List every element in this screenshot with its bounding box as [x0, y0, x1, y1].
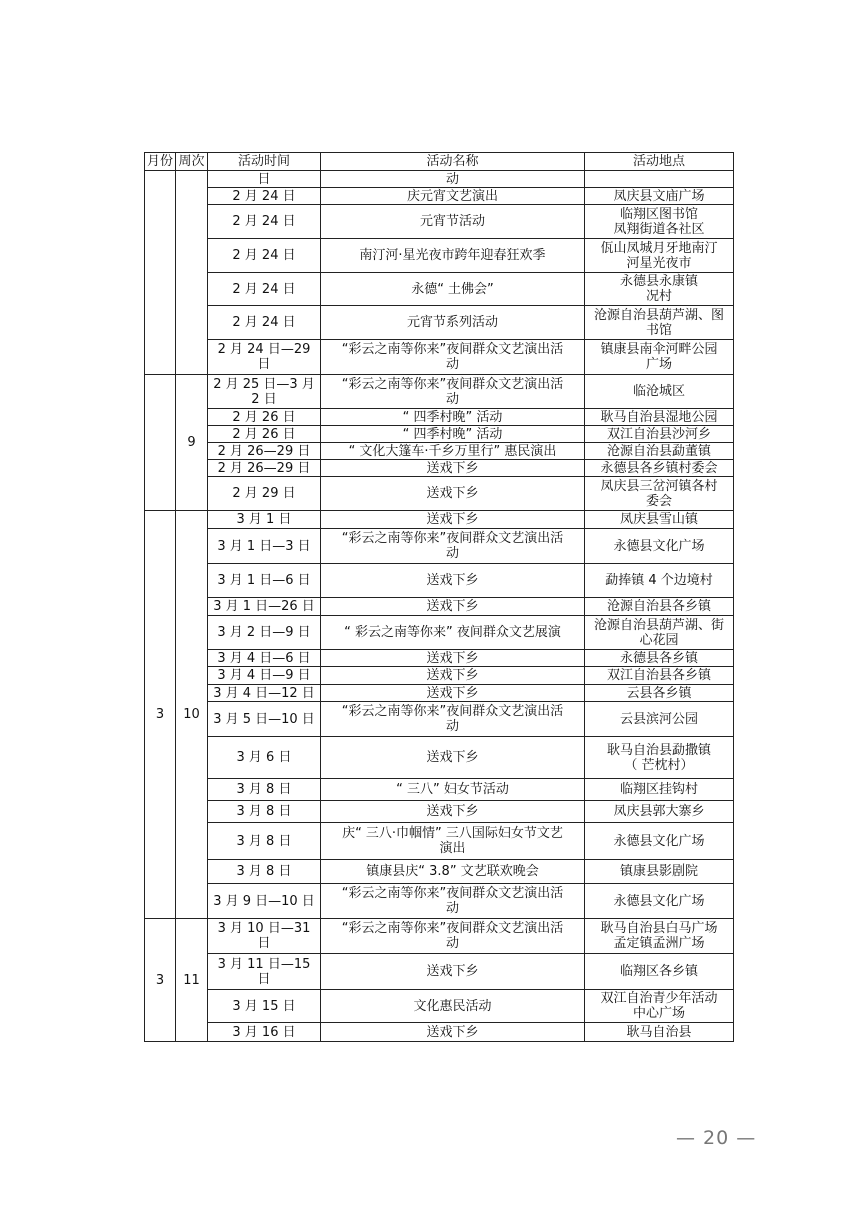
location-cell: 临翔区挂钩村 — [585, 779, 734, 801]
table-row — [145, 239, 734, 273]
location-cell: 云县各乡镇 — [585, 685, 734, 702]
time-cell: 3 月 6 日 — [208, 737, 321, 779]
time-cell: 3 月 11 日—15 日 — [208, 954, 321, 990]
time-cell: 3 月 9 日—10 日 — [208, 884, 321, 919]
table-row — [145, 667, 734, 685]
activity-name-cell: 送戏下乡 — [321, 1023, 585, 1042]
table-row — [145, 823, 734, 860]
location-cell: 沧源自治县葫芦湖、街 心花园 — [585, 616, 734, 650]
time-cell: 2 月 24 日 — [208, 273, 321, 306]
activity-name-cell: 送戏下乡 — [321, 685, 585, 702]
activity-name-cell: “ 文化大篷车·千乡万里行” 惠民演出 — [321, 443, 585, 460]
table-row — [145, 884, 734, 919]
time-cell: 3 月 1 日—3 日 — [208, 529, 321, 564]
location-cell: 凤庆县雪山镇 — [585, 511, 734, 529]
table-row — [145, 598, 734, 616]
location-cell: 耿马自治县勐撒镇 （ 芒枕村） — [585, 737, 734, 779]
month-cell: 3 — [145, 919, 176, 1042]
table-row — [145, 426, 734, 443]
table-row — [145, 205, 734, 239]
table-body — [145, 171, 734, 1042]
location-cell: 沧源自治县勐董镇 — [585, 443, 734, 460]
time-cell: 3 月 4 日—6 日 — [208, 650, 321, 667]
location-cell: 耿马自治县白马广场 孟定镇孟洲广场 — [585, 919, 734, 954]
table-row — [145, 702, 734, 737]
table-row — [145, 779, 734, 801]
location-cell: 临翔区图书馆 凤翔街道各社区 — [585, 205, 734, 239]
time-cell: 2 月 26 日 — [208, 426, 321, 443]
table-row — [145, 954, 734, 990]
time-cell: 2 月 24 日 — [208, 205, 321, 239]
activity-name-cell: 永德“ 土佛会” — [321, 273, 585, 306]
location-cell: 耿马自治县湿地公园 — [585, 409, 734, 426]
location-cell: 临沧城区 — [585, 375, 734, 409]
table-row — [145, 443, 734, 460]
header-week: 周次 — [176, 153, 208, 171]
time-cell: 2 月 25 日—3 月 2 日 — [208, 375, 321, 409]
location-cell: 临翔区各乡镇 — [585, 954, 734, 990]
table-row — [145, 1023, 734, 1042]
location-cell: 沧源自治县葫芦湖、图 书馆 — [585, 306, 734, 340]
time-cell: 3 月 8 日 — [208, 823, 321, 860]
activity-name-cell: “ 四季村晚” 活动 — [321, 426, 585, 443]
time-cell: 2 月 24 日 — [208, 239, 321, 273]
table-row — [145, 616, 734, 650]
activity-name-cell: 送戏下乡 — [321, 737, 585, 779]
table-row — [145, 511, 734, 529]
location-cell: 永德县文化广场 — [585, 529, 734, 564]
table-row — [145, 650, 734, 667]
location-cell: 永德县永康镇 况村 — [585, 273, 734, 306]
header-activity-name: 活动名称 — [321, 153, 585, 171]
table-row — [145, 171, 734, 188]
table-row — [145, 801, 734, 823]
table-row — [145, 564, 734, 598]
activity-name-cell: 送戏下乡 — [321, 460, 585, 477]
location-cell: 双江自治县沙河乡 — [585, 426, 734, 443]
activity-name-cell: 文化惠民活动 — [321, 990, 585, 1023]
activity-name-cell: “ 四季村晚” 活动 — [321, 409, 585, 426]
activity-name-cell: 庆元宵文艺演出 — [321, 188, 585, 205]
time-cell: 2 月 24 日 — [208, 188, 321, 205]
location-cell: 双江自治县各乡镇 — [585, 667, 734, 685]
activity-name-cell: 送戏下乡 — [321, 477, 585, 511]
table-header-row — [145, 153, 734, 171]
activity-name-cell: 元宵节系列活动 — [321, 306, 585, 340]
activity-name-cell: 庆“ 三八·巾帼情” 三八国际妇女节文艺 演出 — [321, 823, 585, 860]
time-cell: 3 月 5 日—10 日 — [208, 702, 321, 737]
location-cell: 永德县文化广场 — [585, 884, 734, 919]
time-cell: 3 月 10 日—31 日 — [208, 919, 321, 954]
week-cell: 11 — [176, 919, 208, 1042]
time-cell: 2 月 24 日 — [208, 306, 321, 340]
table-row — [145, 375, 734, 409]
time-cell: 2 月 26—29 日 — [208, 443, 321, 460]
table-row — [145, 990, 734, 1023]
table-row — [145, 529, 734, 564]
location-cell: 耿马自治县 — [585, 1023, 734, 1042]
table-row — [145, 919, 734, 954]
activity-name-cell: 送戏下乡 — [321, 564, 585, 598]
activity-name-cell: “彩云之南等你来”夜间群众文艺演出活 动 — [321, 529, 585, 564]
time-cell: 3 月 4 日—9 日 — [208, 667, 321, 685]
table-row — [145, 188, 734, 205]
activity-name-cell: 送戏下乡 — [321, 954, 585, 990]
activity-name-cell: 元宵节活动 — [321, 205, 585, 239]
time-cell: 3 月 8 日 — [208, 779, 321, 801]
table-row — [145, 737, 734, 779]
activity-name-cell: “彩云之南等你来”夜间群众文艺演出活 动 — [321, 919, 585, 954]
location-cell: 凤庆县三岔河镇各村 委会 — [585, 477, 734, 511]
table-row — [145, 273, 734, 306]
time-cell: 3 月 8 日 — [208, 801, 321, 823]
header-location: 活动地点 — [585, 153, 734, 171]
month-cell — [145, 171, 176, 375]
time-cell: 3 月 1 日—6 日 — [208, 564, 321, 598]
table-row — [145, 460, 734, 477]
time-cell: 3 月 15 日 — [208, 990, 321, 1023]
week-cell — [176, 171, 208, 375]
activity-name-cell: “ 三八” 妇女节活动 — [321, 779, 585, 801]
location-cell: 永德县文化广场 — [585, 823, 734, 860]
location-cell: 永德县各乡镇 — [585, 650, 734, 667]
activity-name-cell: “彩云之南等你来”夜间群众文艺演出活 动 — [321, 375, 585, 409]
table-row — [145, 685, 734, 702]
time-cell: 3 月 16 日 — [208, 1023, 321, 1042]
activity-name-cell: 镇康县庆“ 3.8” 文艺联欢晚会 — [321, 860, 585, 884]
location-cell: 双江自治青少年活动 中心广场 — [585, 990, 734, 1023]
header-time: 活动时间 — [208, 153, 321, 171]
time-cell: 2 月 26—29 日 — [208, 460, 321, 477]
activity-name-cell: 送戏下乡 — [321, 667, 585, 685]
activity-name-cell: 送戏下乡 — [321, 598, 585, 616]
location-cell: 佤山凤城月牙地南汀 河星光夜市 — [585, 239, 734, 273]
table-row — [145, 409, 734, 426]
table-row — [145, 306, 734, 340]
location-cell: 勐捧镇 4 个边境村 — [585, 564, 734, 598]
location-cell: 镇康县南伞河畔公园 广场 — [585, 340, 734, 375]
time-cell: 2 月 24 日—29 日 — [208, 340, 321, 375]
activity-name-cell: 送戏下乡 — [321, 801, 585, 823]
time-cell: 日 — [208, 171, 321, 188]
activity-schedule-table — [144, 152, 734, 1042]
location-cell: 沧源自治县各乡镇 — [585, 598, 734, 616]
activity-name-cell: 动 — [321, 171, 585, 188]
page-number: — 20 — — [676, 1127, 757, 1149]
activity-name-cell: 南汀河·星光夜市跨年迎春狂欢季 — [321, 239, 585, 273]
time-cell: 3 月 2 日—9 日 — [208, 616, 321, 650]
activity-name-cell: “ 彩云之南等你来” 夜间群众文艺展演 — [321, 616, 585, 650]
month-cell: 3 — [145, 511, 176, 919]
month-cell — [145, 375, 176, 511]
activity-name-cell: “彩云之南等你来”夜间群众文艺演出活 动 — [321, 884, 585, 919]
time-cell: 3 月 8 日 — [208, 860, 321, 884]
location-cell — [585, 171, 734, 188]
location-cell: 永德县各乡镇村委会 — [585, 460, 734, 477]
time-cell: 3 月 4 日—12 日 — [208, 685, 321, 702]
table-row — [145, 477, 734, 511]
location-cell: 凤庆县文庙广场 — [585, 188, 734, 205]
time-cell: 2 月 29 日 — [208, 477, 321, 511]
activity-name-cell: 送戏下乡 — [321, 511, 585, 529]
time-cell: 3 月 1 日—26 日 — [208, 598, 321, 616]
header-month: 月份 — [145, 153, 176, 171]
location-cell: 云县滨河公园 — [585, 702, 734, 737]
week-cell: 10 — [176, 511, 208, 919]
activity-name-cell: “彩云之南等你来”夜间群众文艺演出活 动 — [321, 702, 585, 737]
activity-name-cell: “彩云之南等你来”夜间群众文艺演出活 动 — [321, 340, 585, 375]
table-row — [145, 340, 734, 375]
activity-name-cell: 送戏下乡 — [321, 650, 585, 667]
week-cell: 9 — [176, 375, 208, 511]
time-cell: 2 月 26 日 — [208, 409, 321, 426]
location-cell: 凤庆县郭大寨乡 — [585, 801, 734, 823]
time-cell: 3 月 1 日 — [208, 511, 321, 529]
location-cell: 镇康县影剧院 — [585, 860, 734, 884]
table-row — [145, 860, 734, 884]
